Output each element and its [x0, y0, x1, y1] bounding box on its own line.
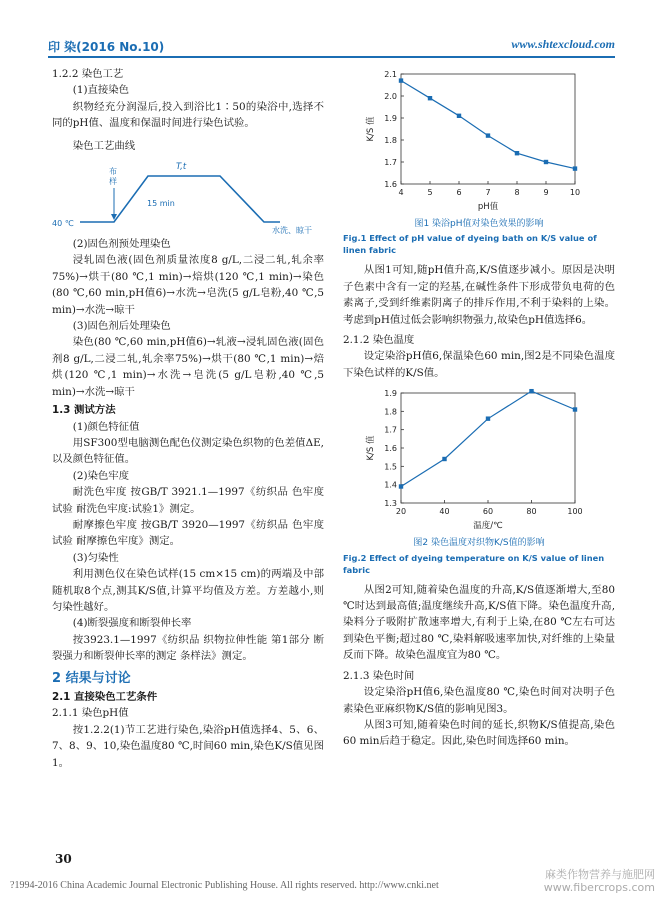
x-tick-label: 5 — [427, 188, 433, 197]
x-tick-label: 9 — [543, 188, 549, 197]
section-2-1: 2.1 直接染色工艺条件 — [52, 691, 158, 703]
x-tick-label: 100 — [567, 507, 583, 517]
paragraph: 按1.2.2(1)节工艺进行染色,染浴pH值选择4、5、6、7、8、9、10,染色温度80 ℃,时间60 min,染色K/S值见图1。 — [52, 723, 324, 769]
copyright-footer: ?1994-2016 China Academic Journal Electronic Publishing House. All rights reserved. http://www.cnki.net — [10, 880, 439, 891]
subsection-color: (1)颜色特征值 — [72, 420, 140, 433]
curve-label-15min: 15 min — [147, 199, 175, 209]
y-tick-label: 1.9 — [384, 114, 397, 123]
curve-title: 染色工艺曲线 — [72, 139, 136, 152]
y-tick-label: 1.6 — [384, 444, 397, 454]
paragraph: 用SF300型电脑测色配色仪测定染色织物的色差值ΔE,以及颜色特征值。 — [52, 436, 324, 466]
subsection-post-fixing: (3)固色剂后处理染色 — [72, 320, 171, 333]
subsection-pre-fixing: (2)固色剂预处理染色 — [72, 238, 171, 251]
data-point — [515, 151, 519, 155]
paragraph: 设定染浴pH值6,染色温度80 ℃,染色时间对决明子色素染色亚麻织物K/S值的影响见图3。 — [343, 686, 615, 715]
y-tick-label: 1.7 — [384, 158, 397, 167]
data-point — [457, 114, 461, 118]
figure-2-caption-cn: 图2 染色温度对织物K/S值的影响 — [413, 538, 545, 549]
left-column — [52, 66, 324, 771]
x-tick-label: 7 — [485, 188, 491, 197]
y-tick-label: 1.5 — [384, 462, 397, 472]
curve-label-end: 水洗、晾干 — [272, 226, 312, 236]
x-tick-label: 80 — [526, 507, 537, 517]
paragraph: 利用测色仪在染色试样(15 cm×15 cm)的两端及中部随机取8个点,测其K/S值,计算平均值及方差。方差越小,则匀染性越好。 — [52, 568, 324, 613]
section-1-2-2: 1.2.2 染色工艺 — [52, 68, 124, 80]
paragraph: 耐洗色牢度 按GB/T 3921.1—1997《纺织品 色牢度试验 耐洗色牢度:试验1》测定。 — [52, 486, 324, 515]
subsection-direct-dyeing: (1)直接染色 — [72, 84, 130, 97]
y-tick-label: 1.8 — [384, 407, 397, 417]
section-2: 2 结果与讨论 — [52, 670, 131, 686]
data-point — [442, 457, 446, 461]
data-point — [573, 166, 577, 170]
y-tick-label: 2.0 — [384, 92, 397, 101]
figure-2-caption-en: Fig.2 Effect of dyeing temperature on K/S value of linen fabric — [343, 552, 605, 575]
subsection-levelness: (3)匀染性 — [72, 551, 119, 564]
y-tick-label: 1.7 — [384, 425, 397, 435]
x-tick-label: 6 — [456, 188, 462, 197]
paragraph: 设定染浴pH值6,保温染色60 min,图2是不同染色温度下染色试样的K/S值。 — [343, 350, 615, 379]
data-point — [529, 389, 533, 393]
y-tick-label: 2.1 — [384, 70, 397, 79]
paragraph: 从图3可知,随着染色时间的延长,织物K/S值提高,染色60 min后趋于稳定。因此,染色时间选择60 min。 — [343, 718, 615, 748]
data-point — [573, 408, 577, 412]
y-axis-label: K/S 值 — [366, 435, 376, 461]
subsection-strength: (4)断裂强度和断裂伸长率 — [72, 617, 192, 630]
x-tick-label: 20 — [395, 507, 407, 517]
data-point — [486, 133, 490, 137]
paragraph: 耐摩擦色牢度 按GB/T 3920—1997《纺织品 色牢度试验 耐摩擦色牢度》测定。 — [52, 518, 324, 548]
paragraph: 织物经充分润湿后,投入到浴比1∶50的染浴中,选择不同的pH值、温度和保温时间进行染色试验。 — [52, 100, 324, 130]
section-2-1-1: 2.1.1 染色pH值 — [52, 707, 129, 720]
x-tick-label: 40 — [439, 507, 450, 517]
x-tick-label: 8 — [514, 188, 520, 197]
curve-label-yang: 样 — [109, 177, 117, 187]
page-number: 30 — [55, 852, 72, 866]
dyeing-process-curve — [52, 154, 324, 236]
paragraph: 从图2可知,随着染色温度的升高,K/S值逐渐增大,至80 ℃时达到最高值;温度继续升高,K/S值下降。染色温度升高,染料分子吸附扩散速率增大,有利于上染,在80 ℃左右可达到染色平衡;超过80 ℃,染料解吸速率加快,对纤维的上染量反而下降。故染色温度宜为80 ℃。 — [343, 583, 615, 662]
header-rule — [48, 56, 615, 58]
subsection-fastness: (2)染色牢度 — [72, 469, 130, 482]
data-point — [399, 485, 403, 489]
section-2-1-3: 2.1.3 染色时间 — [343, 669, 415, 682]
data-point — [486, 417, 490, 421]
data-point — [544, 160, 548, 164]
y-tick-label: 1.3 — [384, 499, 397, 509]
curve-label-tt: T,t — [176, 162, 187, 173]
right-column — [343, 66, 615, 750]
x-axis-label: pH值 — [477, 202, 499, 212]
plot-frame — [401, 74, 575, 184]
journal-header: 印 染(2016 No.10) — [48, 40, 165, 54]
figure-2 — [343, 385, 615, 575]
data-point — [399, 78, 403, 82]
section-1-3: 1.3 测试方法 — [52, 404, 116, 417]
paragraph: 按3923.1—1997《纺织品 织物拉伸性能 第1部分 断裂强力和断裂伸长率的测定 条样法》测定。 — [52, 633, 324, 663]
x-tick-label: 60 — [482, 507, 494, 517]
series-line — [401, 81, 575, 169]
section-2-1-2: 2.1.2 染色温度 — [343, 334, 415, 347]
y-axis-label: K/S 值 — [366, 116, 376, 142]
y-tick-label: 1.9 — [384, 389, 397, 399]
figure-1-caption-en: Fig.1 Effect of pH value of dyeing bath on K/S value of linen fabric — [343, 233, 597, 256]
x-tick-label: 10 — [569, 188, 581, 197]
paragraph: 浸轧固色液(固色剂质量浓度8 g/L,二浸二轧,轧余率75%)→烘干(80 ℃,1 min)→焙烘(120 ℃,1 min)→染色(80 ℃,60 min,pH值6)→水洗→皂洗(5 g/L皂粉,40 ℃,5 min)→水洗→晾干 — [52, 254, 324, 316]
chart-ph-ks — [343, 66, 615, 216]
series-line — [401, 391, 575, 486]
watermark — [544, 868, 655, 894]
figure-1 — [343, 66, 615, 256]
data-point — [428, 96, 432, 100]
y-tick-label: 1.4 — [384, 480, 397, 490]
plot-frame — [401, 393, 575, 503]
x-axis-label: 温度/℃ — [473, 521, 503, 532]
site-header[interactable]: www.shtexcloud.com — [511, 37, 615, 51]
watermark-line-2: www.fibercrops.com — [543, 881, 655, 894]
watermark-line-1: 麻类作物营养与施肥网 — [545, 868, 655, 881]
chart-temperature-ks — [343, 385, 615, 535]
curve-label-bu: 布 — [109, 167, 117, 177]
y-tick-label: 1.6 — [384, 180, 397, 189]
paragraph: 染色(80 ℃,60 min,pH值6)→轧液→浸轧固色液(固色剂8 g/L,二浸二轧,轧余率75%)→烘干(80 ℃,1 min)→焙烘(120 ℃,1 min)→水洗→皂洗(5 g/L皂粉,40 ℃,5 min)→水洗→晾干 — [52, 336, 324, 398]
x-tick-label: 4 — [398, 188, 404, 197]
curve-label-40c: 40 ℃ — [52, 219, 74, 229]
figure-1-caption-cn: 图1 染浴pH值对染色效果的影响 — [414, 219, 544, 229]
y-tick-label: 1.8 — [384, 136, 397, 145]
paragraph: 从图1可知,随pH值升高,K/S值逐步减小。原因是决明子色素中含有一定的羟基,在碱性条件下形成带负电荷的色素离子,受到纤维素阴离子的排斥作用,不利于染料的上染。考虑到pH值过低会影响织物强力,故染色pH值选择6。 — [343, 264, 615, 326]
